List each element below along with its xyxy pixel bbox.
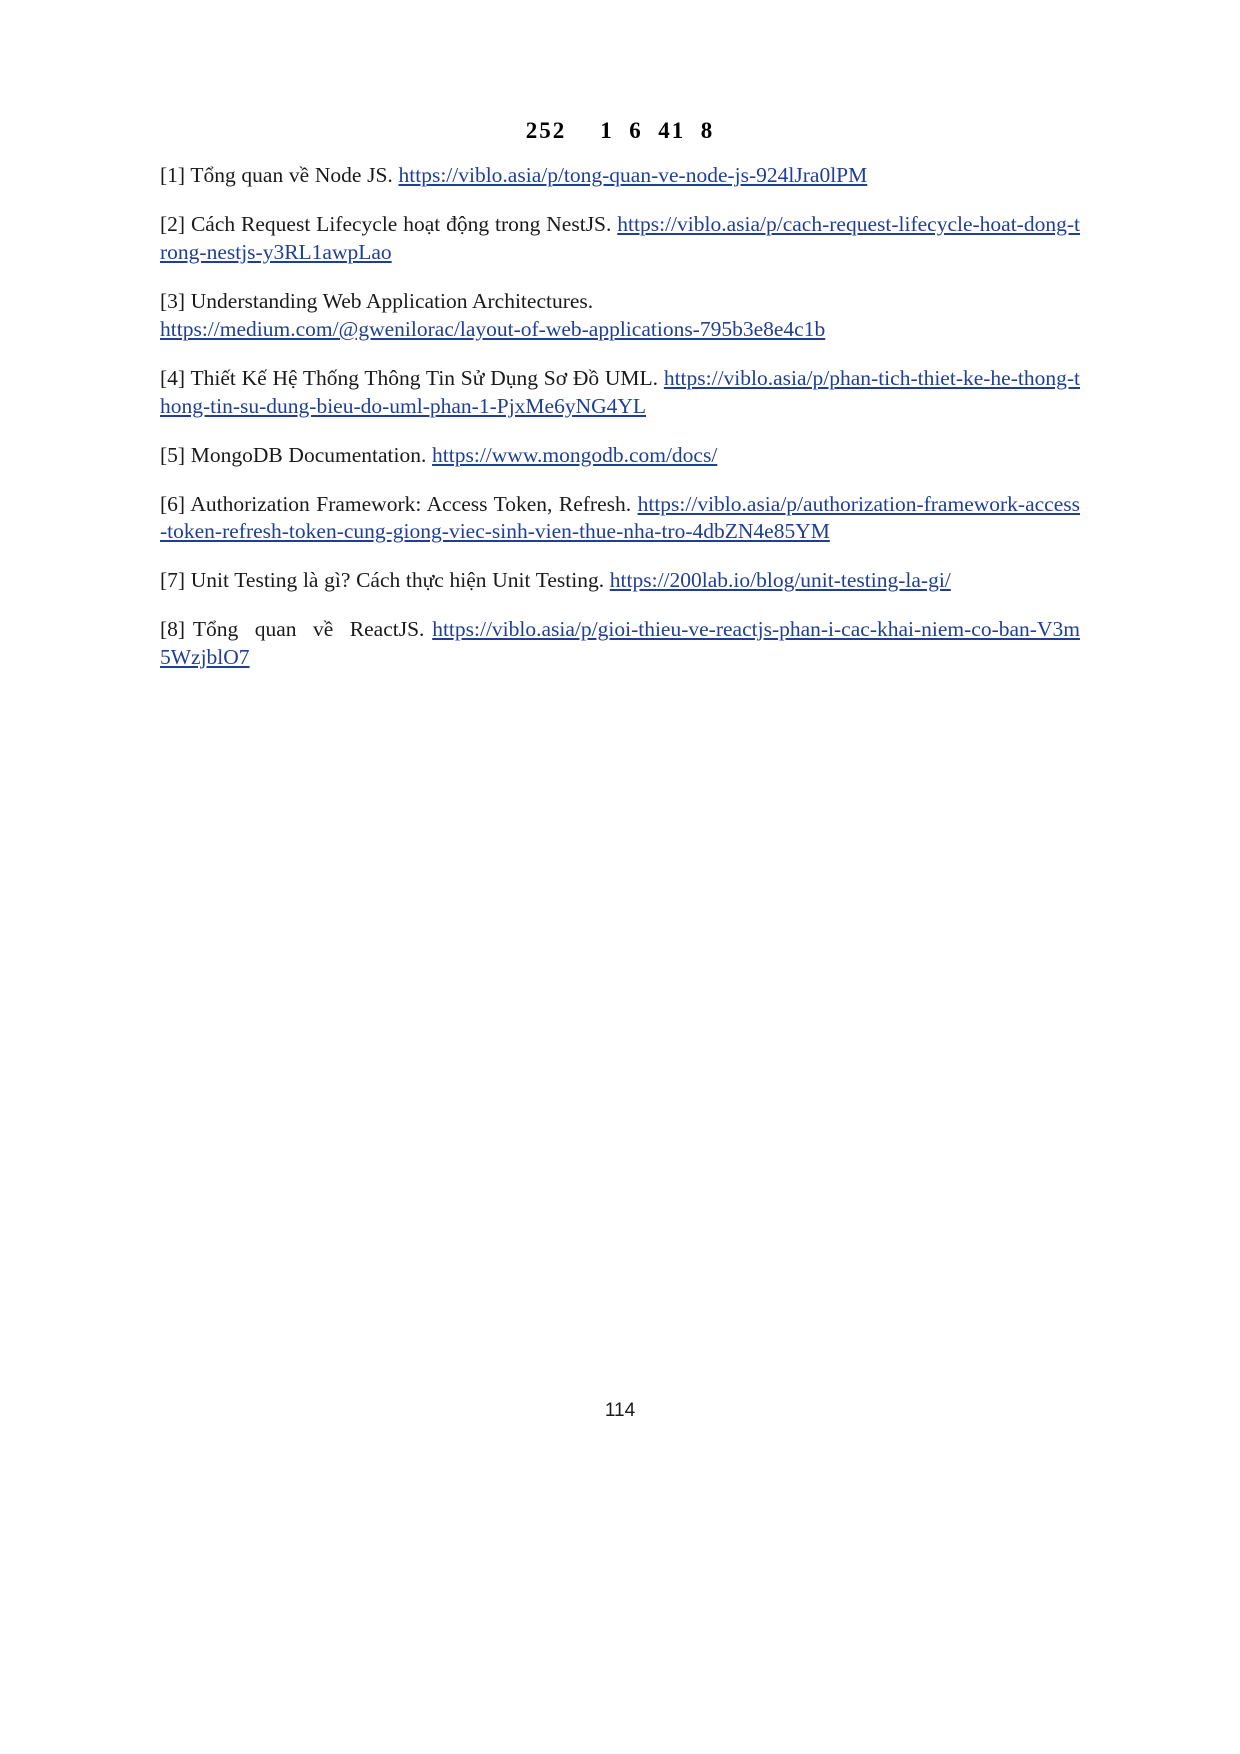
reference-item <box>160 365 1080 421</box>
reference-link[interactable]: https://viblo.asia/p/phan-tich-thiet-ke-he-thong-thong-tin-su-dung-bieu-do-uml-phan-1-PjxMe6yNG4YL <box>160 365 1080 418</box>
reference-label: [1] <box>160 163 186 187</box>
reference-label: [4] <box>160 365 186 390</box>
reference-item <box>160 162 1080 190</box>
reference-link[interactable]: https://200lab.io/blog/unit-testing-la-gi/ <box>609 568 951 593</box>
reference-link[interactable]: https://viblo.asia/p/tong-quan-ve-node-js-924lJra0lPM <box>398 163 868 187</box>
header-number-6: 8 <box>700 118 715 143</box>
reference-label: [6] <box>160 491 186 516</box>
header-number-4: 4 <box>658 118 672 143</box>
reference-link[interactable]: https://viblo.asia/p/authorization-framework-access-token-refresh-token-cung-giong-viec-sinh-vien-thue-nha-tro-4dbZN4e85YM <box>160 491 1080 544</box>
reference-label: [7] <box>160 568 186 593</box>
reference-label: [5] <box>160 442 186 467</box>
reference-text: Cách Request Lifecycle hoạt động trong NestJS. <box>190 211 612 236</box>
reference-item <box>160 288 1080 344</box>
reference-item <box>160 616 1080 672</box>
reference-label: [8] <box>160 617 186 642</box>
reference-link[interactable]: https://viblo.asia/p/gioi-thieu-ve-reactjs-phan-i-cac-khai-niem-co-ban-V3m5WzjblO7 <box>160 617 1080 670</box>
header-numbers <box>160 118 1080 144</box>
page-number: 114 <box>604 1400 636 1421</box>
header-number-1: 252 <box>525 118 567 143</box>
reference-link[interactable]: https://www.mongodb.com/docs/ <box>432 442 718 467</box>
header-number-5: 1 <box>671 118 686 143</box>
reference-item <box>160 442 1080 470</box>
reference-link[interactable]: https://viblo.asia/p/cach-request-lifecycle-hoat-dong-trong-nestjs-y3RL1awpLao <box>160 211 1080 264</box>
header-number-3: 6 <box>629 118 643 143</box>
reference-text: Thiết Kế Hệ Thống Thông Tin Sử Dụng Sơ Đồ UML. <box>190 365 659 390</box>
reference-text: Tổng quan về Node JS. <box>190 163 393 187</box>
reference-text: Understanding Web Application Architectures. <box>190 288 594 313</box>
reference-text: Unit Testing là gì? Cách thực hiện Unit Testing. <box>190 568 605 593</box>
reference-item <box>160 491 1080 547</box>
header-number-2: 1 <box>600 118 614 143</box>
reference-item <box>160 567 1080 595</box>
reference-text: MongoDB Documentation. <box>190 442 427 467</box>
references-section <box>160 118 1080 693</box>
reference-link[interactable]: https://medium.com/@gwenilorac/layout-of-web-applications-795b3e8e4c1b <box>160 316 826 341</box>
reference-label: [2] <box>160 211 186 236</box>
reference-label: [3] <box>160 288 186 313</box>
reference-item <box>160 211 1080 267</box>
reference-text: Authorization Framework: Access Token, Refresh. <box>190 491 632 516</box>
reference-text: Tổng quan về ReactJS. <box>192 617 425 642</box>
